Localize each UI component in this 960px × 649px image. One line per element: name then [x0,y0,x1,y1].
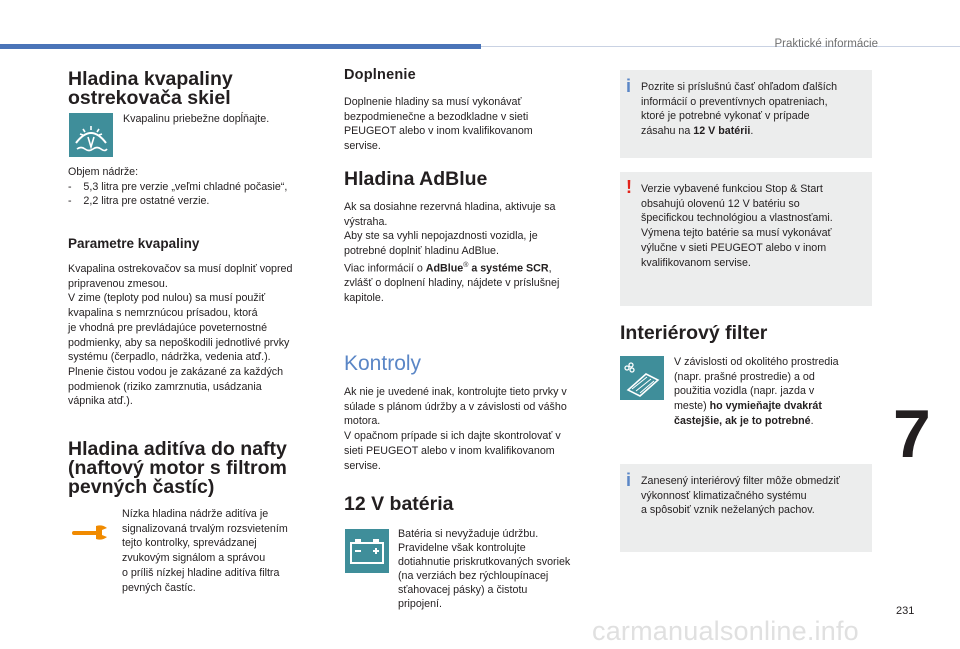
adblue-brand: AdBlue [425,262,464,275]
checks-text [344,385,567,473]
text-line: bezpodmienečne a bezodkladne v sieti [344,110,529,123]
text-line: použitia vozidla (napr. jazda v [674,385,815,398]
text-line: potrebné doplniť hladinu AdBlue. [344,245,499,258]
text-line: pripojení. [398,598,442,610]
additive-title-line2: (naftový motor s filtrom [68,457,287,479]
page-number: 231 [896,605,915,617]
text-line: signalizovaná trvalým rozsvietením [122,522,288,535]
text-line: kapitole. [344,291,384,304]
text-fragment: meste) [674,400,710,413]
battery-link-text: 12 V batérii [693,125,751,138]
text-line: Ak sa dosiahne rezervná hladina, aktivuje sa [344,201,556,213]
info-icon: i [626,76,632,96]
volume-heading: Objem nádrže: [68,166,139,178]
battery-info-text [641,80,864,139]
emphasis-text: ho vymieňajte dvakrát [709,400,822,413]
fluid-params-title: Parametre kvapaliny [68,236,200,251]
additive-title-line1: Hladina aditíva do nafty [68,438,287,460]
text-line: pevných častíc. [122,581,196,594]
warning-icon: ! [626,177,632,197]
text-line: podmienky, aby sa nepoškodili jednotlivé prvky [68,336,290,349]
text-fragment: . [750,125,754,138]
text-line: Nízka hladina nádrže aditíva je [122,508,269,520]
text-line: sieti PEUGEOT alebo v inom kvalifikovanom [344,444,555,457]
adblue-text [344,200,559,305]
text-line: je vhodná pre prevládajúce poveternostné [68,321,268,334]
text-line: výlučne v sieti PEUGEOT alebo v inom [641,241,827,254]
adblue-scr-link-text: a systéme SCR [468,262,549,275]
washer-icon-text: Kvapalinu priebežne dopĺňajte. [123,113,270,125]
fluid-params-text [68,262,292,409]
stop-start-warning-text [641,182,864,270]
text-line: výstraha. [344,215,388,228]
chapter-number: 7 [893,396,931,472]
text-line: zvlášť o doplnení hladiny, nájdete v príslušnej [344,277,560,290]
text-line: súlade s plánom údržby a v závislosti od vášho [344,400,567,413]
text-line: o príliš nízkej hladine aditíva filtra [122,566,280,579]
text-line: špecifickou technológiou a vlastnosťami. [641,212,833,225]
text-line: Kvapalina ostrekovačov sa musí doplniť vopred [68,263,293,275]
cabin-filter-text [674,355,839,429]
text-line: PEUGEOT alebo v inom kvalifikovanom [344,125,533,138]
text-line: zvukovým signálom a správou [122,552,266,565]
battery-title: 12 V batéria [344,493,454,515]
washer-title [68,70,233,108]
text-line: Plnenie čistou vodou je zakázané za každých [68,365,284,378]
text-line: dotiahnutie priskrutkovaných svoriek [398,556,571,568]
text-line: V opačnom prípade si ich dajte skontrolovať v [344,430,561,443]
text-line: Aby ste sa vyhli nepojazdnosti vozidla, je [344,230,538,243]
stop-start-warning-note [620,172,872,306]
text-line: V zime (teploty pod nulou) sa musí použiť [68,292,266,305]
cabin-filter-title: Interiérový filter [620,322,768,344]
filter-info-text [641,474,864,518]
text-line: Pozrite si príslušnú časť ohľadom ďalších [641,81,838,93]
text-line: sťahovacej pásky) a čistotu [398,584,528,596]
text-fragment: . [810,414,814,427]
text-fragment: , [548,262,552,275]
additive-title [68,440,287,497]
text-line: motora. [344,415,381,428]
text-line: vápnika atď.). [68,395,133,408]
washer-volume [68,165,287,209]
text-line: pripravenou zmesou. [68,277,168,290]
battery-text [398,527,570,611]
header-accent-bar [0,44,481,49]
text-fragment: Viac informácií o [344,262,426,275]
text-line: Doplnenie hladiny sa musí vykonávať [344,96,522,108]
text-line: tejto kontrolky, sprevádzanej [122,537,257,550]
battery-icon [345,529,389,573]
text-line: a spôsobiť vznik neželaných pachov. [641,504,815,517]
refill-text [344,95,533,154]
additive-text [122,507,288,595]
text-line: servise. [344,140,381,153]
emphasis-text: častejšie, ak je to potrebné [674,414,811,427]
volume-line-2: - 2,2 litra pre ostatné verzie. [68,195,210,208]
text-line: Verzie vybavené funkciou Stop & Start [641,183,823,195]
text-line: Ak nie je uvedené inak, kontrolujte tieto prvky v [344,386,567,398]
header-rule [481,46,960,47]
volume-line-1: - 5,3 litra pre verzie „veľmi chladné počasie“, [68,180,288,193]
text-line: kvalifikovanom servise. [641,256,751,269]
adblue-title: Hladina AdBlue [344,168,488,190]
section-title: Praktické informácie [774,38,878,50]
text-line: V závislosti od okolitého prostredia [674,356,839,368]
additive-title-line3: pevných častíc) [68,476,215,498]
registered-mark: ® [463,261,469,269]
filter-info-note [620,464,872,552]
text-fragment: zásahu na [641,125,694,138]
text-line: ktoré je potrebné vykonať v prípade [641,110,810,123]
watermark: carmanualsonline.info [592,616,859,646]
battery-info-note [620,70,872,158]
text-line: (napr. prašné prostredie) a od [674,370,815,383]
wrench-warning-icon [72,520,112,545]
text-line: Pravidelne však kontrolujte [398,542,526,554]
text-line: servise. [344,459,381,472]
refill-title: Doplnenie [344,67,416,83]
text-line: Výmena tejto batérie sa musí vykonávať [641,227,832,240]
text-line: (na verziách bez rýchloupínacej [398,570,549,582]
text-line: obsahujú olovenú 12 V batériu so [641,197,800,210]
washer-fluid-icon [69,113,113,157]
washer-title-line2: ostrekovača skiel [68,87,231,109]
washer-title-line1: Hladina kvapaliny [68,68,233,90]
text-line: systému (čerpadlo, nádržka, vedenia atď.). [68,351,271,364]
text-line: Zanesený interiérový filter môže obmedziť [641,475,840,487]
text-line: informácií o preventívnych opatreniach, [641,95,828,108]
checks-title: Kontroly [344,352,422,375]
text-line: Batéria si nevyžaduje údržbu. [398,528,539,540]
text-line: kvapalina s nemrznúcou prísadou, ktorá [68,307,258,320]
info-icon: i [626,470,632,490]
text-line: výkonnosť klimatizačného systému [641,489,807,502]
cabin-filter-icon [620,356,664,400]
text-line: podmienok (riziko zamrznutia, usádzania [68,380,262,393]
